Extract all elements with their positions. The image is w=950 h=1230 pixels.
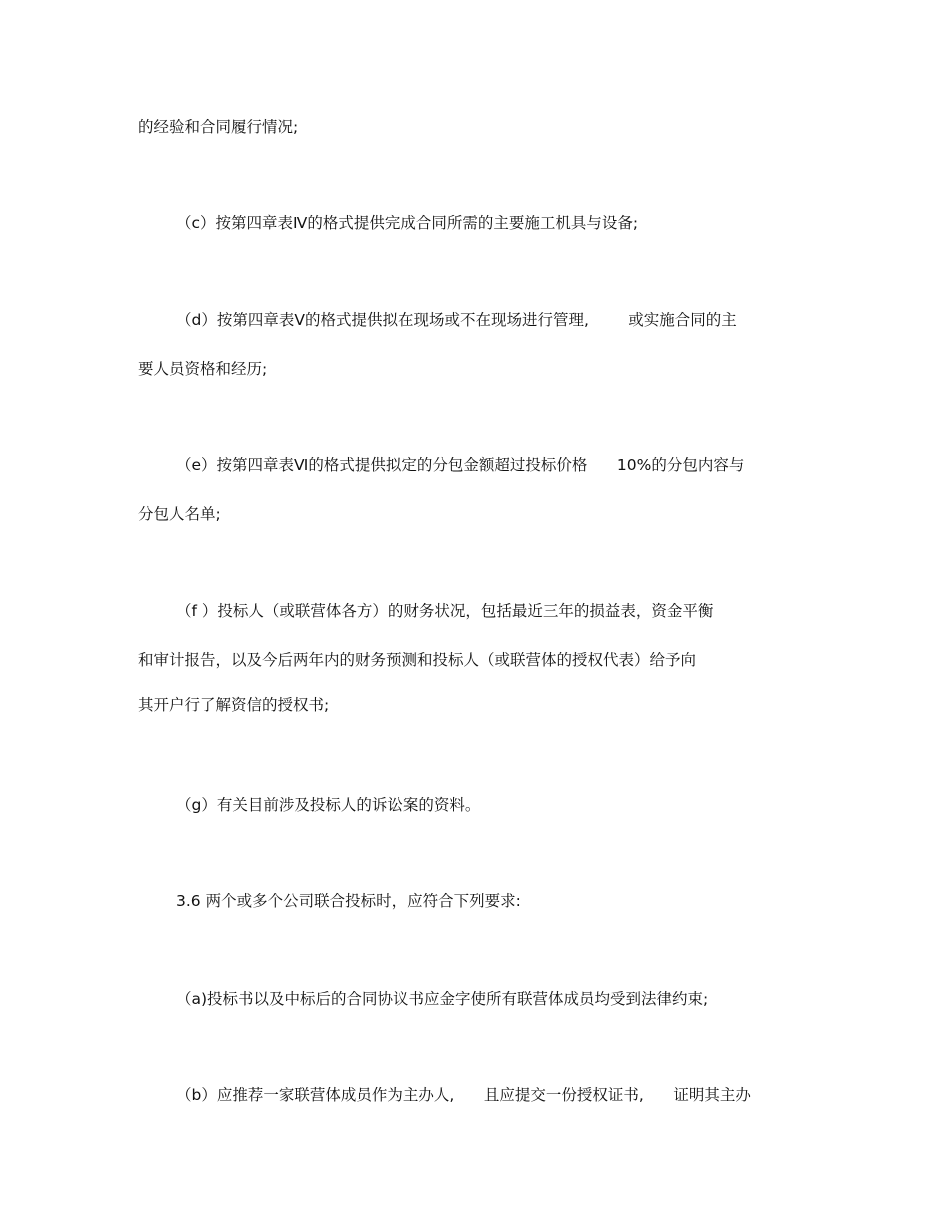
paragraph-line: 要人员资格和经历;: [138, 360, 268, 378]
paragraph-line: （b）应推荐一家联营体成员作为主办人, 且应提交一份授权证书, 证明其主办: [176, 1086, 751, 1104]
paragraph-line: 和审计报告，以及今后两年内的财务预测和投标人（或联营体的授权代表）给予向: [138, 651, 697, 669]
paragraph-line: （a)投标书以及中标后的合同协议书应金字使所有联营体成员均受到法律约束;: [176, 990, 709, 1008]
paragraph-line: 分包人名单;: [138, 505, 221, 523]
section-heading: 3.6 两个或多个公司联合投标时，应符合下列要求:: [176, 892, 521, 910]
paragraph-line: （d）按第四章表Ⅴ的格式提供拟在现场或不在现场进行管理, 或实施合同的主: [176, 311, 737, 329]
paragraph-line: （g）有关目前涉及投标人的诉讼案的资料。: [176, 796, 481, 814]
paragraph-line: 其开户行了解资信的授权书;: [138, 696, 330, 714]
paragraph-line: （f ）投标人（或联营体各方）的财务状况，包括最近三年的损益表，资金平衡: [176, 602, 714, 620]
paragraph-line: （c）按第四章表Ⅳ的格式提供完成合同所需的主要施工机具与设备;: [176, 214, 639, 232]
paragraph-line: （e）按第四章表Ⅵ的格式提供拟定的分包金额超过投标价格 10%的分包内容与: [176, 456, 745, 474]
paragraph-line: 的经验和合同履行情况;: [138, 118, 299, 136]
